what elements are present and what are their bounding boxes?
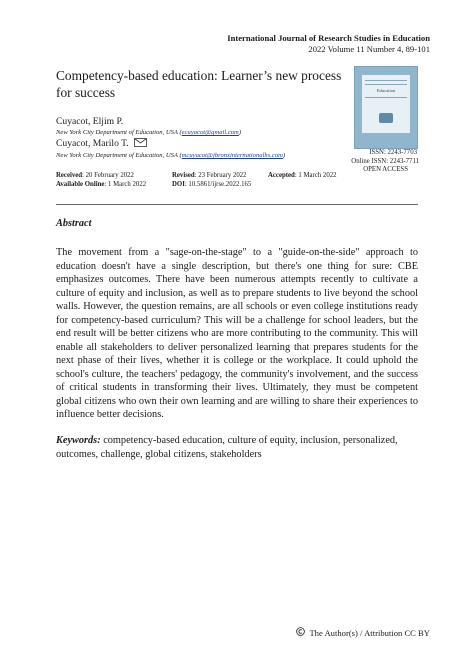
- author-email-link-1[interactable]: ecuyacot@gmail.com: [181, 129, 239, 136]
- author-affiliation-1: New York City Department of Education, USA (ecuyacot@gmail.com): [56, 129, 242, 136]
- affiliation-text-1: New York City Department of Education, USA: [56, 129, 178, 136]
- license-text: The Author(s) / Attribution CC BY: [309, 627, 430, 638]
- author-email-link-2[interactable]: mcuyacot@jbronxinternationalhs.com: [181, 152, 283, 159]
- abstract-body: The movement from a "sage-on-the-stage" to a "guide-on-the-side" approach to education doesn't have a single description, but there's one thing for sure: CBE emphasizes outcomes. There have been numerous attempts recently to cultivate a culture of equity and inclusion, as well as to prepare students to live beyond the school walls. However, the question remains, are all schools or even college institutions ready for competency-based curriculum? This will be a challenge for school leaders, but the end result will be better citizens who are more contributing to the community. This will enable all stakeholders to deliver personalized learning that prepares students for the next phase of their lives, whether it is college or the workplace. It could uphold the school's culture, the teachers' pedagogy, the community's involvement, and the success of critical students in transforming their lives. Ultimately, they must be competent global citizens who own their own learning and are willing to share their experiences to influence better decisions.: [56, 247, 418, 420]
- journal-issue: 2022 Volume 11 Number 4, 89-101: [308, 44, 430, 54]
- revised-date: [172, 171, 247, 180]
- journal-cover-image: [354, 66, 418, 149]
- issn-online: Online ISSN: 2243-7711: [351, 158, 419, 165]
- cover-title: Education: [376, 88, 396, 93]
- received-date: [56, 171, 134, 180]
- journal-name: International Journal of Research Studies in Education: [227, 33, 430, 43]
- abstract-heading: Abstract: [56, 218, 92, 229]
- accepted-date: [268, 171, 337, 180]
- cover-line: [365, 80, 407, 81]
- author-name-2: Cuyacot, Marilo T.: [56, 138, 129, 149]
- envelope-icon[interactable]: [134, 138, 147, 151]
- revised-value: : 23 February 2022: [194, 172, 247, 179]
- keywords: [56, 434, 418, 461]
- affiliation-text-2: New York City Department of Education, USA: [56, 152, 178, 159]
- open-access-label: OPEN ACCESS: [363, 166, 408, 173]
- doi: [172, 180, 251, 189]
- paper-title: Competency-based education: Learner’s new process for success: [56, 68, 342, 100]
- license-footer: [296, 627, 430, 638]
- author-block-2: [56, 138, 147, 151]
- received-label: Received: [56, 172, 83, 179]
- available-date: [56, 180, 146, 189]
- doi-label: DOI: [172, 181, 185, 188]
- copyright-icon: [296, 627, 305, 638]
- doi-value[interactable]: : 10.5861/ijrse.2022.165: [184, 181, 252, 188]
- author-affiliation-2: New York City Department of Education, USA (mcuyacot@jbronxinternationalhs.com): [56, 152, 286, 159]
- author-name-1: Cuyacot, Eljim P.: [56, 116, 124, 127]
- keywords-label: Keywords:: [56, 435, 101, 446]
- available-label: Available Online: [56, 181, 105, 188]
- accepted-label: Accepted: [268, 172, 295, 179]
- header-divider: [56, 204, 418, 205]
- keywords-text: competency-based education, culture of equity, inclusion, personalized, outcomes, challenge, global citizens, stakeholders: [56, 435, 398, 460]
- cover-line: [365, 84, 407, 85]
- journal-header: [227, 33, 430, 55]
- revised-label: Revised: [172, 172, 195, 179]
- cover-line: [365, 97, 407, 98]
- cover-panel: [362, 75, 410, 133]
- available-value: : 1 March 2022: [104, 181, 147, 188]
- received-value: : 20 February 2022: [82, 172, 134, 179]
- issn-print: ISSN: 2243-7703: [369, 149, 417, 156]
- accepted-value: : 1 March 2022: [294, 172, 337, 179]
- cover-logo: [379, 113, 393, 123]
